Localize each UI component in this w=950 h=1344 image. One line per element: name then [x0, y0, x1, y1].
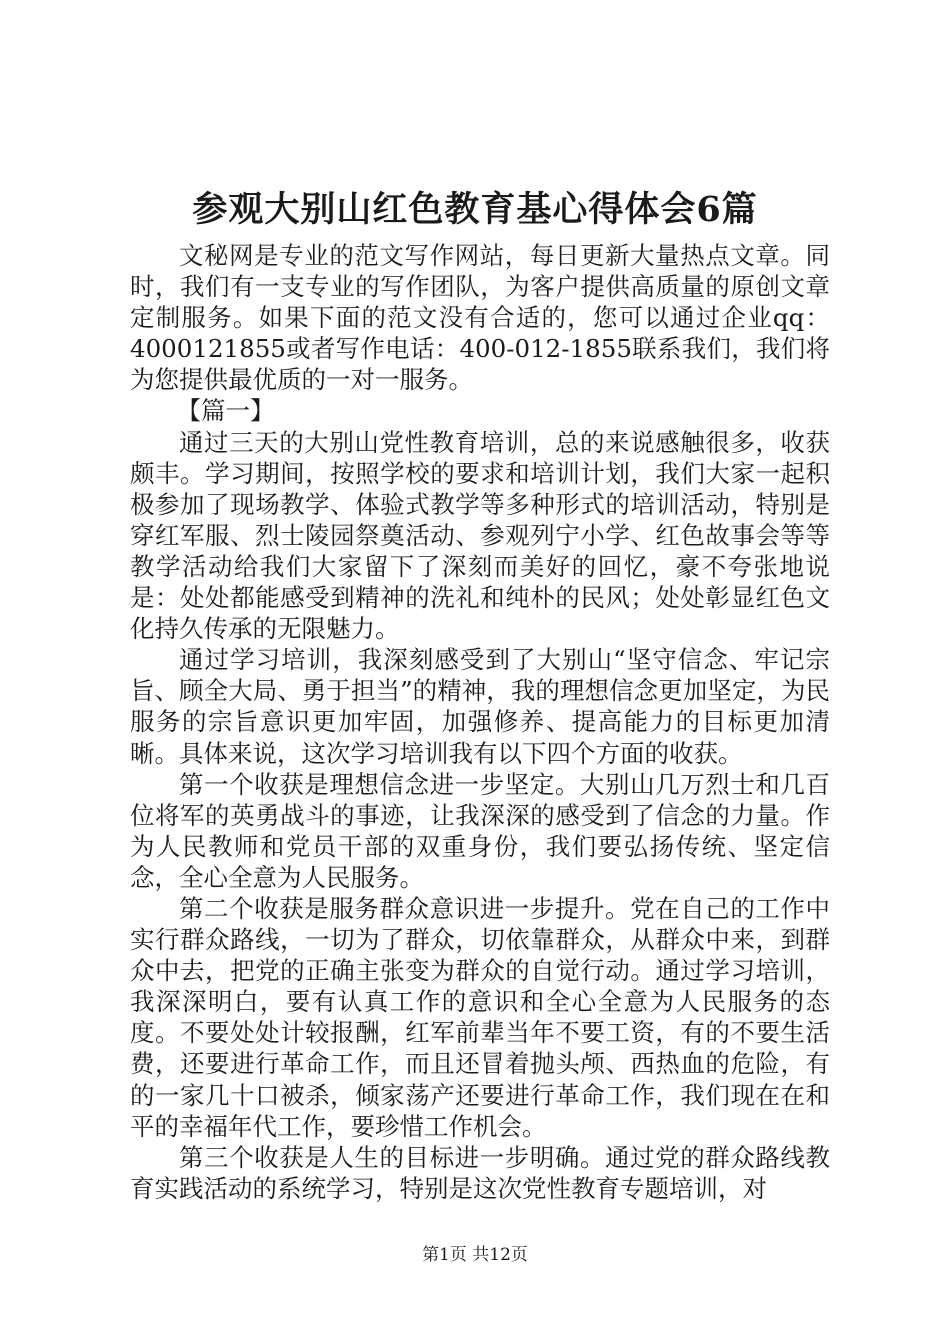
section-heading-part-one: 【篇一】 [176, 396, 275, 426]
paragraph: 第二个收获是服务群众意识进一步提升。党在自己的工作中实行群众路线，一切为了群众，切依靠群众，从群众中来，到群众中去，把党的正确主张变为群众的自觉行动。通过学习培训，我深深明白，要有认真工作的意识和全心全意为人民服务的态度。不要处处计较报酬，红军前辈当年不要工资，有的不要生活费，还要进行革命工作，而且还冒着抛头颅、西热血的危险，有的一家几十口被杀，倾家荡产还要进行革命工作，我们现在在和平的幸福年代工作，要珍惜工作机会。 [130, 893, 830, 1141]
document-body [130, 240, 830, 1204]
paragraph: 通过三天的大别山党性教育培训，总的来说感触很多，收获颇丰。学习期间，按照学校的要求和培训计划，我们大家一起积极参加了现场教学、体验式教学等多种形式的培训活动，特别是穿红军服、烈士陵园祭奠活动、参观列宁小学、红色故事会等等教学活动给我们大家留下了深刻而美好的回忆，豪不夸张地说是：处处都能感受到精神的洗礼和纯朴的民风；处处彰显红色文化持久传承的无限魅力。 [130, 427, 830, 644]
paragraph-intro: 文秘网是专业的范文写作网站，每日更新大量热点文章。同时，我们有一支专业的写作团队，为客户提供高质量的原创文章定制服务。如果下面的范文没有合适的，您可以通过企业qq：4000121855或者写作电话：400-012-1855联系我们，我们将为您提供最优质的一对一服务。 [130, 241, 830, 395]
paragraph: 通过学习培训，我深刻感受到了大别山“坚守信念、牢记宗旨、顾全大局、勇于担当”的精神，我的理想信念更加坚定，为民服务的宗旨意识更加牢固，加强修养、提高能力的目标更加清晰。具体来说，这次学习培训我有以下四个方面的收获。 [130, 645, 830, 768]
document-title: 参观大别山红色教育基心得体会6篇 [192, 189, 758, 230]
paragraph: 第三个收获是人生的目标进一步明确。通过党的群众路线教育实践活动的系统学习，特别是这次党性教育专题培训，对 [130, 1142, 830, 1203]
page-number-footer: 第1页 共12页 [422, 1245, 528, 1265]
paragraph: 第一个收获是理想信念进一步坚定。大别山几万烈士和几百位将军的英勇战斗的事迹，让我深深的感受到了信念的力量。作为人民教师和党员干部的双重身份，我们要弘扬传统、坚定信念，全心全意为人民服务。 [130, 769, 830, 892]
